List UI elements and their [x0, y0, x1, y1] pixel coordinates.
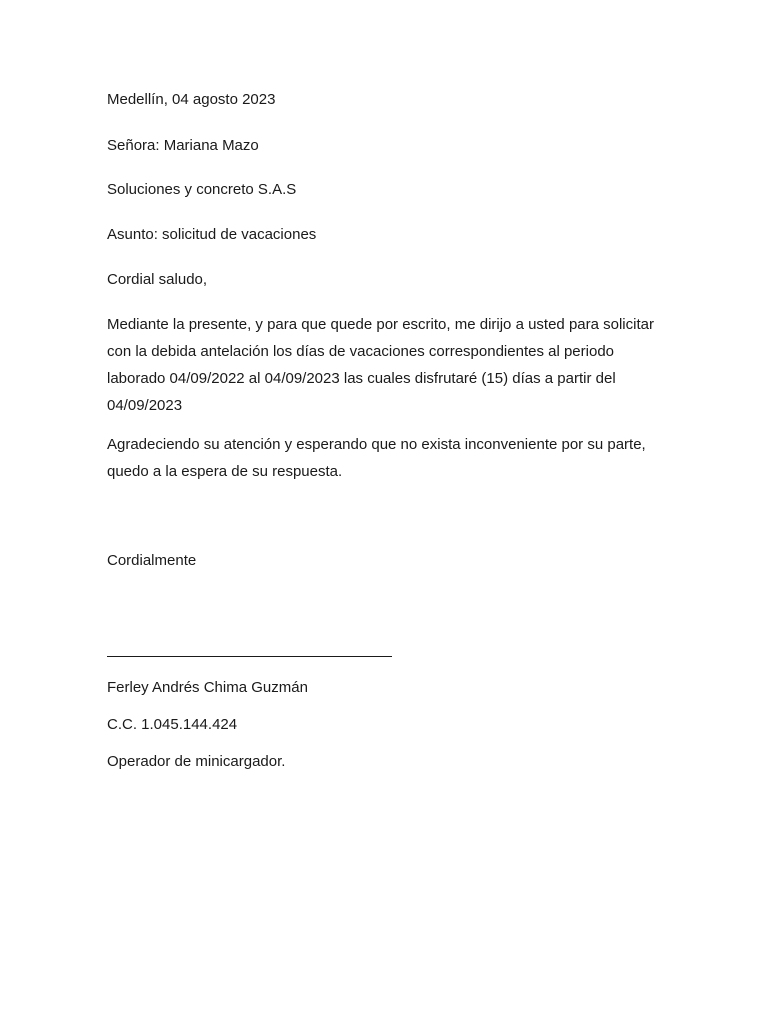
body-paragraph-2-line: Agradeciendo su atención y esperando que no exista inconveniente por su parte, [107, 436, 646, 453]
body-paragraph-1 [107, 311, 667, 419]
body-paragraph-1-line: con la debida antelación los días de vacaciones correspondientes al periodo [107, 343, 615, 360]
signature-line [107, 656, 392, 657]
subject-line: Asunto: solicitud de vacaciones [107, 226, 317, 243]
body-paragraph-1-line: laborado 04/09/2022 al 04/09/2023 las cuales disfrutaré (15) días a partir del [107, 370, 616, 387]
body-paragraph-2-line: quedo a la espera de su respuesta. [107, 463, 343, 480]
company-name: Soluciones y concreto S.A.S [107, 181, 297, 198]
recipient: Señora: Mariana Mazo [107, 137, 259, 154]
body-paragraph-1-line: 04/09/2023 [107, 397, 183, 414]
signer-name: Ferley Andrés Chima Guzmán [107, 679, 308, 696]
place-date: Medellín, 04 agosto 2023 [107, 91, 276, 108]
closing: Cordialmente [107, 552, 197, 569]
body-paragraph-1-line: Mediante la presente, y para que quede por escrito, me dirijo a usted para solicitar [107, 316, 654, 333]
body-paragraph-2 [107, 431, 667, 485]
signer-role: Operador de minicargador. [107, 753, 286, 770]
signer-id: C.C. 1.045.144.424 [107, 716, 238, 733]
greeting: Cordial saludo, [107, 271, 208, 288]
